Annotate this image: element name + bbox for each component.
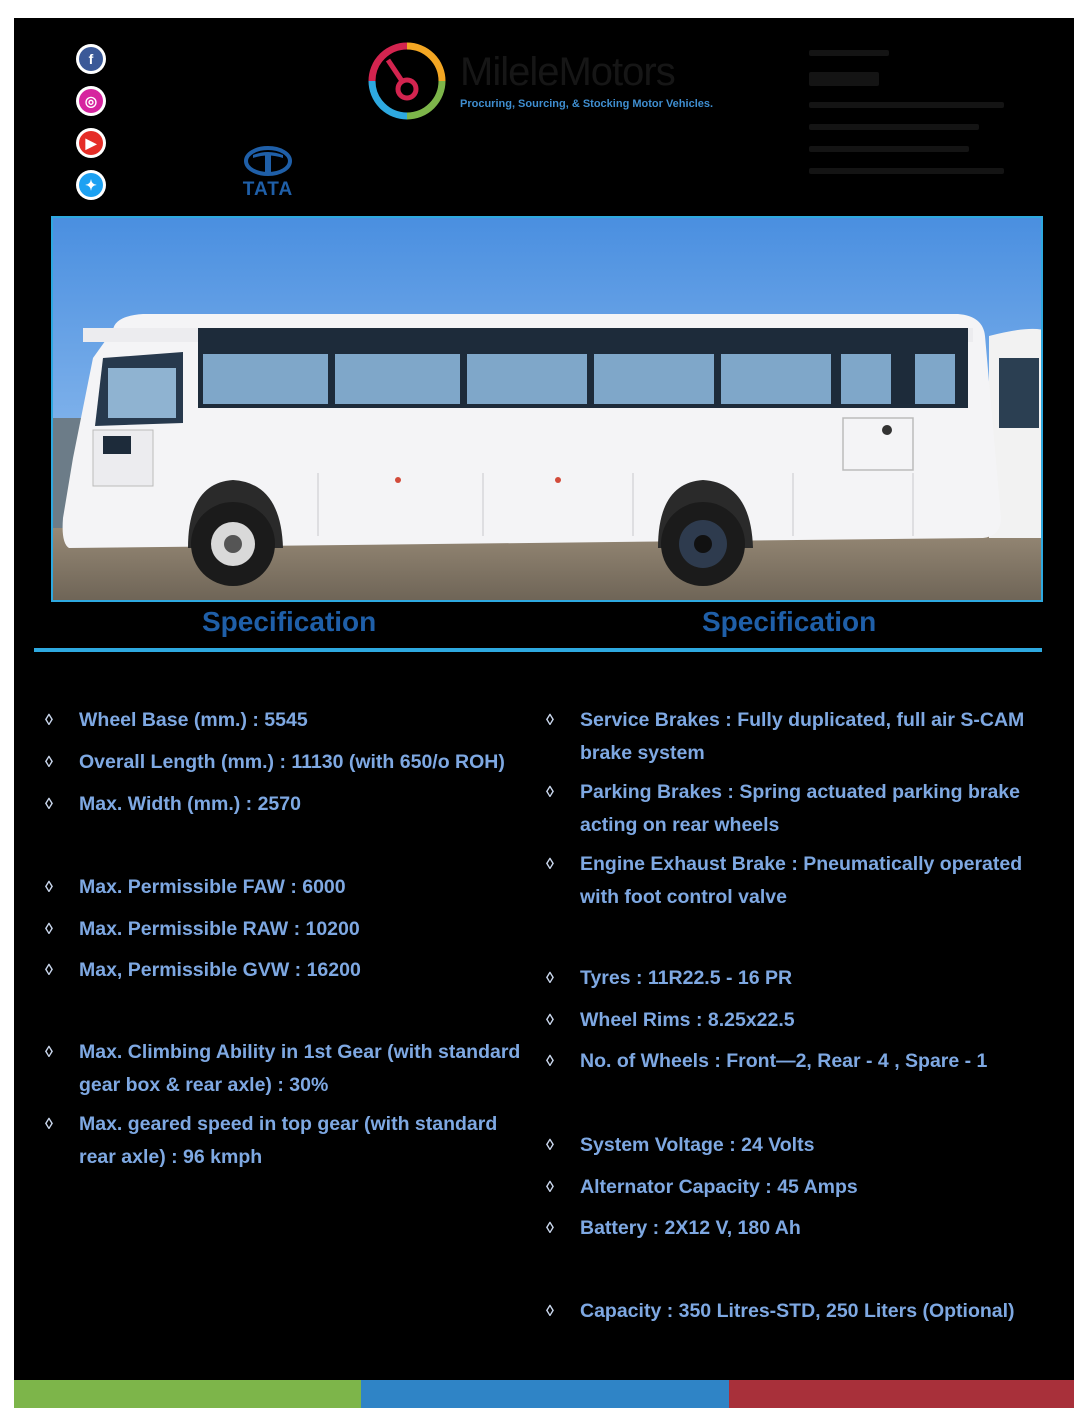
spec-text-line: Service Brakes : Fully duplicated, full air S-CAM — [580, 709, 1025, 731]
spec-item — [546, 1171, 858, 1204]
brand-name: MileleMotors — [460, 50, 675, 94]
spec-text-line: rear axle) : 96 kmph — [79, 1146, 263, 1168]
brand-logo — [366, 40, 786, 120]
spec-item — [45, 1036, 521, 1102]
spec-item — [45, 704, 308, 737]
bullet-diamond-icon: ◊ — [45, 1044, 53, 1061]
spec-text-line: System Voltage : 24 Volts — [580, 1134, 815, 1156]
contact-line — [809, 124, 979, 130]
bullet-diamond-icon: ◊ — [45, 796, 53, 813]
spec-item — [546, 1129, 815, 1162]
bullet-diamond-icon: ◊ — [546, 784, 554, 801]
social-row[interactable] — [76, 122, 106, 164]
spec-text-line: Capacity : 350 Litres-STD, 250 Liters (Optional) — [580, 1300, 1015, 1322]
spec-item — [546, 704, 1025, 770]
spec-text-line: Max, Permissible GVW : 16200 — [79, 959, 361, 981]
spec-text-line: Engine Exhaust Brake : Pneumatically operated — [580, 853, 1023, 875]
spec-text-line: Max. Permissible FAW : 6000 — [79, 876, 346, 898]
social-row[interactable] — [76, 38, 106, 80]
spec-item — [546, 1212, 801, 1245]
bullet-diamond-icon: ◊ — [45, 754, 53, 771]
bullet-diamond-icon: ◊ — [45, 879, 53, 896]
bullet-diamond-icon: ◊ — [546, 1179, 554, 1196]
bullet-diamond-icon: ◊ — [546, 712, 554, 729]
spec-title-right: Specification — [702, 606, 877, 637]
contact-line — [809, 102, 1004, 108]
spec-item — [546, 1045, 988, 1078]
spec-item — [45, 1108, 498, 1174]
bus-image — [53, 218, 1041, 600]
footer-blue-segment — [361, 1380, 729, 1408]
youtube-icon-glyph: ▶ — [79, 131, 103, 155]
twitter-icon-glyph: ✦ — [79, 173, 103, 197]
spec-text-line: Wheel Base (mm.) : 5545 — [79, 709, 308, 731]
spec-text-line: Max. Climbing Ability in 1st Gear (with standard — [79, 1041, 521, 1063]
spec-item — [45, 871, 346, 904]
contact-block — [809, 50, 1009, 190]
bus-photo — [51, 216, 1043, 602]
spec-item — [45, 954, 361, 987]
tata-logo — [236, 146, 300, 201]
contact-line — [809, 72, 879, 86]
youtube-icon[interactable] — [76, 128, 106, 158]
spec-text-line: Max. Width (mm.) : 2570 — [79, 793, 301, 815]
facebook-icon[interactable] — [76, 44, 106, 74]
spec-sheet — [14, 18, 1074, 1408]
facebook-icon-glyph: f — [79, 47, 103, 71]
spec-item — [45, 913, 360, 946]
spec-item — [546, 776, 1020, 842]
bullet-diamond-icon: ◊ — [546, 970, 554, 987]
spec-item — [546, 1004, 795, 1037]
spec-text-line: brake system — [580, 742, 705, 764]
spec-item — [546, 848, 1023, 914]
footer-color-bar — [14, 1380, 1074, 1408]
spec-item — [546, 962, 793, 995]
bullet-diamond-icon: ◊ — [45, 712, 53, 729]
milele-logo-icon — [366, 40, 448, 122]
bullet-diamond-icon: ◊ — [546, 1053, 554, 1070]
bullet-diamond-icon: ◊ — [546, 1303, 554, 1320]
spec-text-line: acting on rear wheels — [580, 814, 780, 836]
footer-green-segment — [14, 1380, 361, 1408]
spec-text-line: with foot control valve — [580, 886, 787, 908]
contact-line — [809, 50, 889, 56]
twitter-icon[interactable] — [76, 170, 106, 200]
tata-emblem-icon — [243, 146, 293, 176]
spec-text-line: Alternator Capacity : 45 Amps — [580, 1176, 858, 1198]
brand-tagline: Procuring, Sourcing, & Stocking Motor Vehicles. — [460, 98, 714, 110]
instagram-icon-glyph: ◎ — [79, 89, 103, 113]
social-links — [76, 38, 106, 206]
footer-red-segment — [729, 1380, 1074, 1408]
instagram-icon[interactable] — [76, 86, 106, 116]
spec-text-line: gear box & rear axle) : 30% — [79, 1074, 329, 1096]
contact-line — [809, 146, 969, 152]
social-row[interactable] — [76, 164, 106, 206]
spec-text-line: No. of Wheels : Front—2, Rear - 4 , Spare - 1 — [580, 1050, 988, 1072]
spec-text-line: Max. Permissible RAW : 10200 — [79, 918, 360, 940]
tata-wordmark: TATA — [242, 179, 294, 200]
bullet-diamond-icon: ◊ — [546, 856, 554, 873]
spec-item — [546, 1295, 1015, 1328]
bullet-diamond-icon: ◊ — [546, 1012, 554, 1029]
social-row[interactable] — [76, 80, 106, 122]
bullet-diamond-icon: ◊ — [45, 1116, 53, 1133]
spec-item — [45, 788, 301, 821]
spec-text-line: Tyres : 11R22.5 - 16 PR — [580, 967, 793, 989]
bullet-diamond-icon: ◊ — [546, 1220, 554, 1237]
spec-text-line: Overall Length (mm.) : 11130 (with 650/o ROH) — [79, 751, 505, 773]
section-divider — [34, 648, 1042, 652]
bullet-diamond-icon: ◊ — [546, 1137, 554, 1154]
spec-text-line: Battery : 2X12 V, 180 Ah — [580, 1217, 801, 1239]
bullet-diamond-icon: ◊ — [45, 962, 53, 979]
contact-line — [809, 168, 1004, 174]
spec-text-line: Wheel Rims : 8.25x22.5 — [580, 1009, 795, 1031]
spec-title-left: Specification — [202, 606, 377, 637]
spec-text-line: Max. geared speed in top gear (with standard — [79, 1113, 498, 1135]
spec-text-line: Parking Brakes : Spring actuated parking brake — [580, 781, 1020, 803]
bullet-diamond-icon: ◊ — [45, 921, 53, 938]
spec-item — [45, 746, 505, 779]
